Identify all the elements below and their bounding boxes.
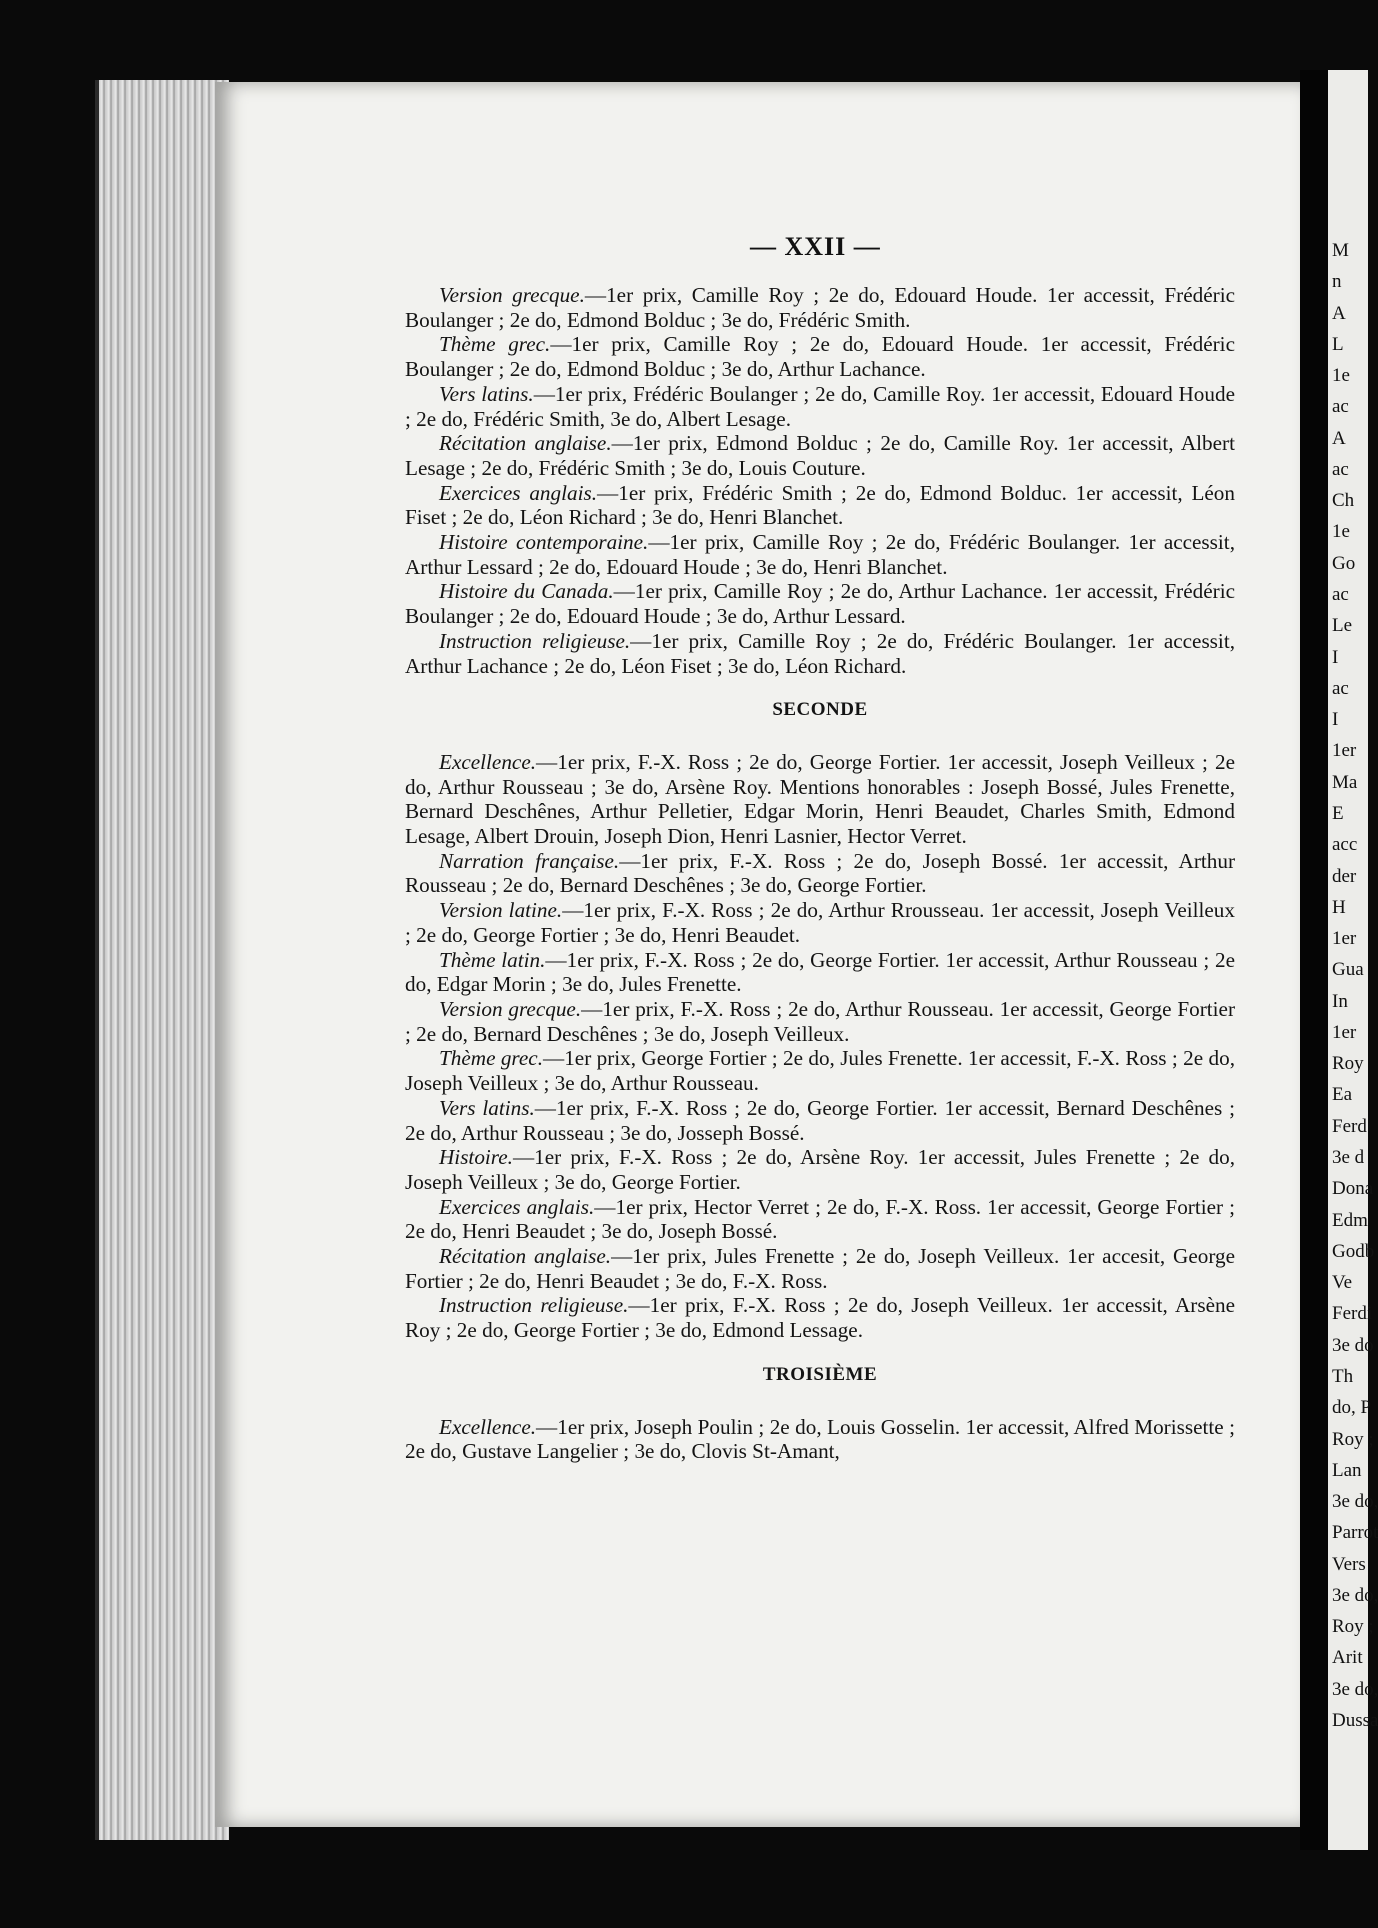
- facing-page-text-fragment: 1er: [1332, 740, 1357, 762]
- facing-page-text-fragment: I: [1332, 709, 1339, 731]
- facing-page-text-fragment: ac: [1332, 584, 1349, 606]
- facing-page-text-fragment: 3e d: [1332, 1147, 1365, 1169]
- entry-subject: Exercices anglais.: [439, 480, 598, 505]
- facing-page-text-fragment: Th: [1332, 1365, 1354, 1387]
- prize-entry: [405, 332, 1235, 381]
- entry-text: —1er prix, F.-X. Ross ; 2e do, Arsène Roy. 1er accessit, Jules Frenette ; 2e do, Joseph Veilleux ; 3e do, George Fortier.: [405, 1145, 1235, 1194]
- prize-entry: [405, 579, 1235, 628]
- facing-page-text-fragment: acc: [1332, 834, 1358, 856]
- entry-text: —1er prix, F.-X. Ross ; 2e do, George Fortier. 1er accessit, Joseph Veilleux ; 2e do, Arthur Rousseau ; 3e do, Arsène Roy. Mentions honorables : Joseph Bossé, Jules Frenette, Bernard Deschênes, Arthur Pelletier, Edgar Morin, Henri Beaudet, Charles Smith, Edmond Lesage, Albert Drouin, Joseph Dion, Henri Lasnier, Hector Verret.: [405, 749, 1235, 849]
- facing-page-text-fragment: 1er: [1332, 928, 1357, 950]
- entry-text: —1er prix, F.-X. Ross ; 2e do, Joseph Veilleux. 1er accessit, Arsène Roy ; 2e do, George Fortier ; 3e do, Edmond Lessage.: [405, 1293, 1235, 1343]
- prize-entry: [405, 1293, 1235, 1342]
- entry-text: —1er prix, Jules Frenette ; 2e do, Joseph Veilleux. 1er accesit, George Fortier ; 2e do, Henri Beaudet ; 3e do, F.-X. Ross.: [405, 1244, 1235, 1293]
- prize-entry: [405, 1145, 1235, 1194]
- entry-subject: Excellence.: [439, 1414, 537, 1439]
- facing-page-text-fragment: 3e do,: [1332, 1491, 1378, 1513]
- prize-entry: [405, 629, 1235, 678]
- entry-text: —1er prix, Joseph Poulin ; 2e do, Louis Gosselin. 1er accessit, Alfred Morissette ; 2e do, Gustave Langelier ; 3e do, Clovis St-Amant,: [405, 1414, 1235, 1464]
- facing-page-text-fragment: Ferdi: [1332, 1303, 1373, 1325]
- facing-page-text-fragment: Godb: [1332, 1240, 1375, 1262]
- facing-page-text-fragment: A: [1332, 302, 1346, 324]
- facing-page-text-fragment: ac: [1332, 396, 1349, 418]
- entry-text: —1er prix, F.-X. Ross ; 2e do, Arthur Rrousseau. 1er accessit, Joseph Veilleux ; 2e do, George Fortier ; 3e do, Henri Beaudet.: [405, 898, 1235, 947]
- prize-entry: [405, 997, 1235, 1046]
- entry-text: —1er prix, Frédéric Smith ; 2e do, Edmond Bolduc. 1er accessit, Léon Fiset ; 2e do, Léon Richard ; 3e do, Henri Blanchet.: [405, 480, 1235, 530]
- entry-text: —1er prix, F.-X. Ross ; 2e do, Arthur Rousseau. 1er accessit, George Fortier ; 2e do, Bernard Deschênes ; 3e do, Joseph Veilleux.: [405, 996, 1235, 1046]
- prize-entry: [405, 431, 1235, 480]
- prize-entry: [405, 481, 1235, 530]
- facing-page-text-fragment: Gua: [1332, 959, 1364, 981]
- prize-entry: [405, 1415, 1235, 1464]
- prize-entry: [405, 1046, 1235, 1095]
- entry-text: —1er prix, Edmond Bolduc ; 2e do, Camille Roy. 1er accessit, Albert Lesage ; 2e do, Frédéric Smith ; 3e do, Louis Couture.: [405, 431, 1235, 480]
- facing-page-text-fragment: I: [1332, 646, 1339, 668]
- page-number: — XXII —: [750, 232, 881, 261]
- entry-subject: Vers latins.: [439, 381, 534, 406]
- prize-entry: [405, 382, 1235, 431]
- entry-text: —1er prix, F.-X. Ross ; 2e do, George Fortier. 1er accessit, Arthur Rousseau ; 2e do, Edgar Morin ; 3e do, Jules Frenette.: [405, 947, 1235, 997]
- facing-page-text-fragment: 1e: [1332, 365, 1350, 387]
- entry-subject: Version grecque.: [439, 283, 585, 307]
- facing-page-text-fragment: 1er: [1332, 1021, 1357, 1043]
- facing-page-text-fragment: A: [1332, 427, 1346, 449]
- entry-text: —1er prix, F.-X. Ross ; 2e do, Joseph Bossé. 1er accessit, Arthur Rousseau ; 2e do, Bernard Deschênes ; 3e do, George Fortier.: [405, 848, 1235, 898]
- facing-page-text-fragment: Vers: [1332, 1553, 1366, 1575]
- facing-page-text-fragment: Le: [1332, 615, 1353, 637]
- facing-page-fragment: [1328, 70, 1378, 1850]
- prize-entry: [405, 1195, 1235, 1244]
- facing-page-text-fragment: Ma: [1332, 771, 1358, 793]
- entry-subject: Excellence.: [439, 749, 537, 774]
- facing-page-text-fragment: H: [1332, 896, 1346, 918]
- prize-entry: [405, 530, 1235, 579]
- book-page-edges: [95, 80, 229, 1840]
- entry-text: —1er prix, Camille Roy ; 2e do, Edouard Houde. 1er accessit, Frédéric Boulanger ; 2e do, Edmond Bolduc ; 3e do, Frédéric Smith.: [405, 283, 1235, 332]
- entry-text: —1er prix, F.-X. Ross ; 2e do, George Fortier. 1er accessit, Bernard Deschênes ; 2e do, Arthur Rousseau ; 3e do, Josseph Bossé.: [405, 1095, 1235, 1145]
- entry-text: —1er prix, Frédéric Boulanger ; 2e do, Camille Roy. 1er accessit, Edouard Houde ; 2e do, Frédéric Smith, 3e do, Albert Lesage.: [405, 381, 1235, 431]
- facing-page-text-fragment: Ea: [1332, 1084, 1353, 1106]
- facing-page-text-fragment: 1e: [1332, 521, 1350, 543]
- entry-subject: Thème grec.: [439, 1046, 544, 1071]
- facing-page-text-fragment: Ch: [1332, 490, 1355, 512]
- facing-page-text-fragment: Dussa: [1332, 1710, 1378, 1731]
- facing-page-text-fragment: Roy ;: [1332, 1428, 1374, 1450]
- entry-text: —1er prix, Camille Roy ; 2e do, Arthur Lachance. 1er accessit, Frédéric Boulanger ; 2e do, Edouard Houde ; 3e do, Arthur Lessard.: [405, 579, 1235, 629]
- entry-text: —1er prix, Camille Roy ; 2e do, Edouard Houde. 1er accessit, Frédéric Boulanger ; 2e do, Edmond Bolduc ; 3e do, Arthur Lachance.: [405, 332, 1235, 382]
- facing-page-text-fragment: Arit: [1332, 1647, 1363, 1669]
- facing-page-text-fragment: ac: [1332, 677, 1349, 699]
- facing-page-text-fragment: n: [1332, 271, 1342, 293]
- entry-subject: Thème grec.: [439, 332, 551, 357]
- entry-subject: Version grecque.: [439, 996, 582, 1021]
- section-heading: SECONDE: [772, 699, 868, 721]
- entry-text: —1er prix, Hector Verret ; 2e do, F.-X. Ross. 1er accessit, George Fortier ; 2e do, Henri Beaudet ; 3e do, Joseph Bossé.: [405, 1194, 1235, 1244]
- facing-page-text-fragment: 3e do,: [1332, 1584, 1378, 1606]
- facing-page-text-fragment: 3e do: [1332, 1334, 1374, 1356]
- prize-entry: [405, 750, 1235, 849]
- facing-page-text-fragment: Go: [1332, 552, 1356, 574]
- prize-entry: [405, 948, 1235, 997]
- facing-page-text-fragment: Dona: [1332, 1178, 1374, 1200]
- facing-page-text-fragment: E: [1332, 802, 1344, 824]
- prize-entry: [405, 849, 1235, 898]
- facing-page-text-fragment: 3e do,: [1332, 1678, 1378, 1700]
- entry-subject: Histoire.: [439, 1145, 513, 1170]
- facing-page-text-fragment: der: [1332, 865, 1357, 887]
- entry-text: —1er prix, George Fortier ; 2e do, Jules Frenette. 1er accessit, F.-X. Ross ; 2e do, Joseph Veilleux ; 3e do, Arthur Rousseau.: [405, 1046, 1235, 1096]
- entry-subject: Vers latins.: [439, 1095, 535, 1120]
- facing-page-text-fragment: do, P: [1332, 1397, 1372, 1419]
- facing-page-text-fragment: Roy: [1332, 1053, 1364, 1075]
- facing-page-text-fragment: Roy ;: [1332, 1616, 1374, 1638]
- entry-subject: Thème latin.: [439, 947, 546, 972]
- entry-subject: Narration française.: [439, 848, 620, 873]
- prize-entry: [405, 1244, 1235, 1293]
- entry-text: —1er prix, Camille Roy ; 2e do, Frédéric Boulanger. 1er accessit, Arthur Lessard ; 2e do, Edouard Houde ; 3e do, Henri Blanchet.: [405, 530, 1235, 579]
- entry-subject: Version latine.: [439, 898, 563, 923]
- entry-subject: Instruction religieuse.: [439, 1293, 629, 1318]
- prize-entry: [405, 898, 1235, 947]
- entry-subject: Histoire du Canada.: [439, 579, 614, 604]
- facing-page-text-fragment: Ve: [1332, 1272, 1353, 1294]
- facing-page-text-fragment: L: [1332, 333, 1344, 355]
- section-heading: TROISIÈME: [762, 1363, 878, 1385]
- entry-subject: Instruction religieuse.: [439, 628, 631, 653]
- entry-subject: Exercices anglais.: [439, 1194, 595, 1219]
- prize-entry: [405, 283, 1235, 332]
- prize-entry: [405, 1096, 1235, 1145]
- facing-page-text-fragment: In: [1332, 990, 1348, 1012]
- facing-page-text-fragment: ac: [1332, 458, 1349, 480]
- facing-page-text-fragment: Lan: [1332, 1459, 1362, 1481]
- entry-text: —1er prix, Camille Roy ; 2e do, Frédéric Boulanger. 1er accessit, Arthur Lachance ; 2e do, Léon Fiset ; 3e do, Léon Richard.: [405, 628, 1236, 678]
- entry-subject: Récitation anglaise.: [439, 431, 612, 456]
- facing-page-text-fragment: Ferd: [1332, 1115, 1367, 1137]
- entry-subject: Histoire contemporaine.: [439, 530, 649, 555]
- facing-page-text-fragment: M: [1332, 240, 1349, 261]
- facing-page-text-fragment: Parrot: [1332, 1522, 1378, 1544]
- facing-page-text-fragment: Edm: [1332, 1209, 1368, 1231]
- entry-subject: Récitation anglaise.: [439, 1244, 612, 1269]
- prize-list-text: [405, 283, 1235, 1464]
- book-gutter: [1300, 70, 1328, 1850]
